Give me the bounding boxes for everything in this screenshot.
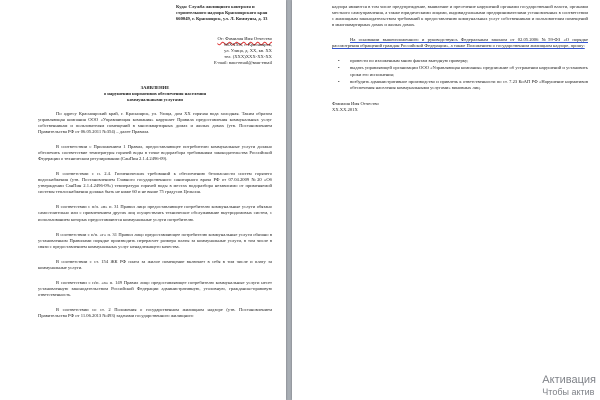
sender-line-4: тел. (ХХХ)ХХХ-ХХ-ХХ: [224, 54, 272, 60]
paragraph-5: В соответствии с п/п. «г» п. 31 Правил лицо предоставляющее потребителю коммунальные услуги обязано в установленном Правилами порядке производить перерасчет размера платы за коммунальные услуги, в том числе в связи с предоставлением коммунальных услуг ненадлежащего качества.: [38, 231, 272, 249]
document-page-right: [292, 0, 600, 400]
paragraph-2: В соответствии с Приложением 1 Правил, предоставляющее потребителю коммунальные услуги должно обеспечить соответствие температуры горячей воды в точке водоразбора требованиям законодательства Российской Федерации о техническом регулировании (СанПин 2.1.4.2496-09).: [38, 143, 272, 162]
signature-name: Фамилия Имя Отчество: [332, 100, 379, 106]
watermark-line-1: Активация: [542, 374, 596, 386]
title-line-2: о нарушении нормативов обеспечения населения: [103, 90, 207, 96]
continuation-paragraph: надзора являются в том числе предупреждение, выявление и пресечение нарушений органами государственной власти, органами местного самоуправления, а также юридическими лицами, индивидуальными предпринимателями установленных в соответствии с жилищным законодательством требований к предоставлению коммунальных услуг собственникам и пользователям помещений в многоквартирных домах и жилых домах.: [332, 4, 588, 28]
sender-block: [188, 36, 272, 66]
signature-date: ХХ.ХХ.201Х: [332, 106, 358, 112]
list-item: • провести по изложенным мною фактам выездную проверку;: [332, 58, 588, 64]
title-line-3: коммунальными услугами: [127, 96, 183, 102]
sender-line-1: От: Фамилия Имя Отчество: [217, 36, 272, 42]
request-list: [332, 58, 588, 90]
document-title: [38, 85, 272, 103]
sender-line-2: 66ХХХХ, г. Красноярск,: [224, 42, 272, 48]
sender-line-5: E-mail: ваш-email@ваш-email: [214, 60, 272, 66]
addressee-line-2: строительного надзора Красноярского края: [176, 10, 268, 16]
signature-block: [332, 101, 588, 113]
paragraph-8: В соответствии со ст. 2 Положения о государственном жилищном надзоре (утв. Постановлением Правительства РФ от 11.06.2013 №493) задачами государственного жилищного: [38, 307, 272, 319]
addressee-line-3: 660049, г. Красноярск, ул. Л. Коммуны, д. 33: [176, 16, 268, 22]
list-item: • возбудить административное производство и привлечь к ответственности по ст. 7.23 КоАП РФ «Нарушение нормативов обеспечения населения коммунальными услугами» виновных лиц.: [332, 79, 588, 91]
paragraph-4: В соответствии с п/п. «в» п. 31 Правил лицо предоставляющее потребителю коммунальные услуги обязано самостоятельно или с привлечением других лиц осуществлять техническое обслуживание внутридомовых систем, с использованием которых предоставляются коммунальные услуги потребителю.: [38, 204, 272, 222]
paragraph-6: В соответствии с ст. 154 ЖК РФ плата за жилое помещение включает в себя в том числе и плату за коммунальные услуги.: [38, 258, 272, 270]
watermark-line-2: Чтобы актив: [542, 387, 595, 397]
addressee-line-1: Куда: Служба жилищного контроля и: [176, 4, 255, 9]
basis-paragraph: На основании вышеизложенного и руководствуясь Федеральным законом от 02.05.2006 №59-ФЗ «О порядке рассмотрения обращений граждан Российской Федерации», а также Положением о государственном жилищном надзоре, прошу:: [332, 37, 588, 49]
paragraph-3: В соответствии с п. 2.4. Гигиенических требований к обеспечению безопасности систем горячего водоснабжения (утв. Постановлением Главного государственного санитарного врача РФ от 07.04.2009 №20 «Об утверждении СанПин 2.1.4.2496-09») температура горячей воды в местах водоразбора независимо от применяемой системы теплоснабжения должна быть не ниже 60 и не выше 75 градусов Цельсия.: [38, 171, 272, 195]
document-page-left: [0, 0, 286, 400]
addressee-block: [176, 4, 272, 22]
paragraph-7: В соответствии с п/п. «а» п. 149 Правил лицо предоставляющее потребителю коммунальные услуги несет установленную законодательством Российской Федерации административную, уголовную, гражданско-правовую ответственность.: [38, 279, 272, 297]
paragraph-1: По адресу Красноярский край, г. Красноярск, ул. Улица, дом ХХ горячая вода холодная. Таким образом управляющая компания ООО «Управляющая компания» нарушает Правила предоставления коммунальных услуг собственникам и пользователям помещений в многоквартирных домах и жилых домах (утв. Постановлением Правительства РФ от 06.05.2011 №354) – далее Правила.: [38, 110, 272, 134]
title-line-1: ЗАЯВЛЕНИЕ: [140, 84, 170, 90]
activation-watermark: [542, 374, 596, 398]
list-item: • выдать управляющей организации ООО «Управляющая компания» предписание об устранении нарушений и установить сроки его исполнения;: [332, 65, 588, 77]
sender-line-3: ул. Улица, д. ХХ, кв. ХХ: [224, 48, 272, 54]
